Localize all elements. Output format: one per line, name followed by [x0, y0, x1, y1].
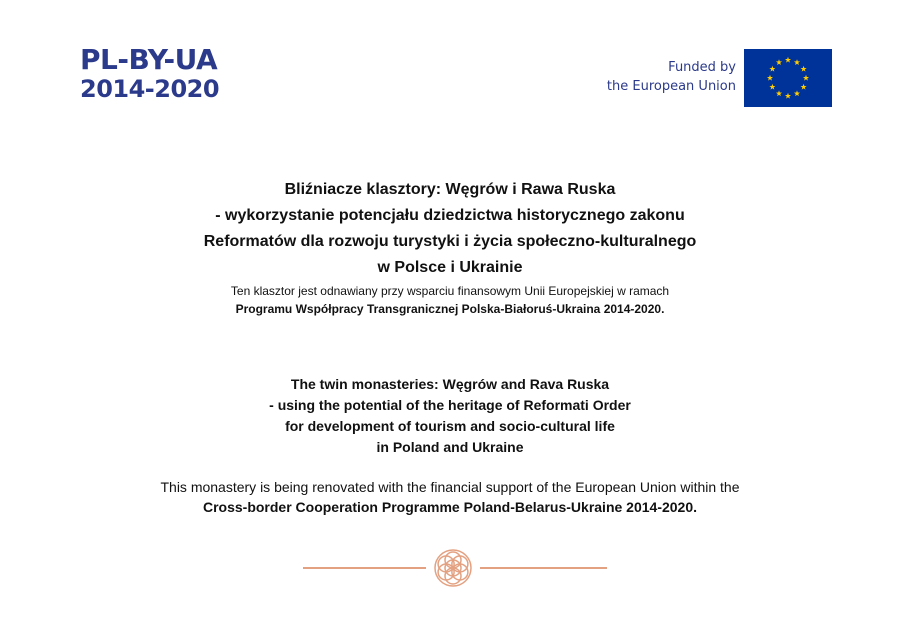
polish-programme-name: Programu Współpracy Transgranicznej Polska-Białoruś-Ukraina 2014-2020.: [235, 302, 665, 316]
english-title-line: - using the potential of the heritage of Reformati Order: [269, 397, 631, 413]
flower-of-life-icon: [435, 550, 471, 586]
polish-title-line: - wykorzystanie potencjału dziedzictwa historycznego zakonu: [215, 207, 685, 224]
eu-funding-badge: [607, 49, 832, 107]
polish-title-line: w Polsce i Ukrainie: [377, 259, 523, 276]
english-programme-name: Cross-border Cooperation Programme Poland-Belarus-Ukraine 2014-2020.: [202, 499, 698, 515]
polish-funding-note: [0, 282, 900, 318]
polish-note-text: Ten klasztor jest odnawiany przy wsparciu finansowym Unii Europejskiej w ramach: [230, 284, 670, 298]
eu-flag-icon: [744, 49, 832, 107]
english-funding-note: [0, 477, 900, 517]
english-note-text: This monastery is being renovated with the financial support of the European Union within the: [160, 479, 740, 495]
decorative-divider: [0, 540, 900, 600]
english-title: [0, 374, 900, 458]
logo-line-1: PL-BY-UA: [80, 43, 218, 76]
polish-title: [0, 177, 900, 281]
polish-title-line: Reformatów dla rozwoju turystyki i życia społeczno-kulturalnego: [203, 233, 697, 250]
polish-title-line: Bliźniacze klasztory: Węgrów i Rawa Ruska: [284, 181, 616, 198]
english-title-line: The twin monasteries: Węgrów and Rava Ruska: [290, 376, 610, 392]
programme-logo: [80, 44, 219, 104]
logo-line-2: 2014-2020: [80, 75, 220, 104]
funded-line-1: Funded by: [668, 60, 736, 76]
funded-line-2: the European Union: [606, 79, 736, 94]
funded-text: [607, 59, 736, 97]
english-title-line: for development of tourism and socio-cultural life: [285, 418, 615, 434]
english-title-line: in Poland and Ukraine: [376, 439, 524, 455]
